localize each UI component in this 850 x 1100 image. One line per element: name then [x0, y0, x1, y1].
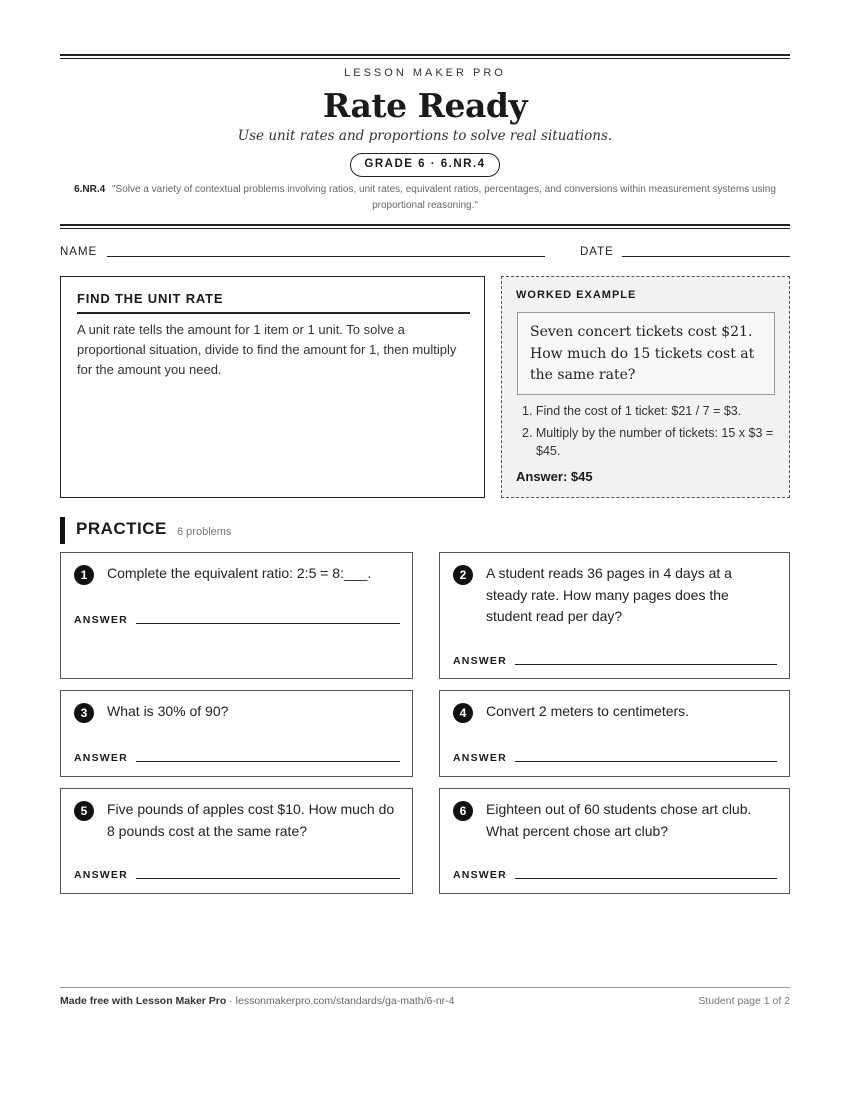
problem-card: [439, 690, 790, 777]
footer-rule: [60, 987, 790, 988]
problem-card: [60, 552, 413, 679]
standard-code: 6.NR.4: [74, 184, 106, 195]
unit-rate-panel: [60, 276, 485, 498]
practice-count: 6 problems: [177, 526, 232, 538]
unit-rate-text: A unit rate tells the amount for 1 item or 1 unit. To solve a proportional situation, divide to find the amount for 1, then multiply for the amount you need.: [77, 322, 457, 377]
header-bottom-rule: [60, 224, 790, 226]
page-title: Rate Ready: [322, 86, 528, 125]
answer-field[interactable]: [515, 664, 777, 665]
grade-badge: GRADE 6 · 6.NR.4: [350, 153, 500, 177]
page-subtitle: Use unit rates and proportions to solve real situations.: [237, 128, 613, 144]
problem-number-badge: 4: [453, 703, 473, 723]
problem-card: [439, 552, 790, 679]
footer-separator: ·: [226, 995, 236, 1007]
answer-label: ANSWER: [453, 869, 507, 881]
standard-description: [60, 182, 790, 214]
problem-text: Five pounds of apples cost $10. How much do 8 pounds cost at the same rate?: [107, 801, 395, 839]
footer-credit: [60, 995, 455, 1007]
problem-card: [60, 690, 413, 777]
footer-url-link[interactable]: lessonmakerpro.com/standards/ga-math/6-nr-4: [235, 995, 455, 1007]
date-label: DATE: [580, 246, 614, 258]
worked-example-steps: [516, 402, 778, 464]
worked-example-step: 2. Multiply by the number of tickets: 15 x $3 = $45.: [522, 426, 774, 458]
answer-field[interactable]: [136, 761, 400, 762]
answer-label: ANSWER: [453, 655, 507, 667]
answer-label: ANSWER: [74, 614, 128, 626]
answer-label: ANSWER: [453, 752, 507, 764]
problem-text: Complete the equivalent ratio: 2:5 = 8:___.: [107, 565, 372, 581]
header-top-rule: [60, 54, 790, 56]
answer-field[interactable]: [515, 761, 777, 762]
problem-number-badge: 5: [74, 801, 94, 821]
worked-example-label: WORKED EXAMPLE: [516, 289, 637, 301]
answer-field[interactable]: [136, 623, 400, 624]
name-field[interactable]: [107, 256, 545, 257]
brand-label: LESSON MAKER PRO: [344, 67, 506, 79]
problem-number-badge: 6: [453, 801, 473, 821]
problem-number-badge: 1: [74, 565, 94, 585]
worked-example-step: 1. Find the cost of 1 ticket: $21 / 7 = $3.: [522, 404, 742, 418]
answer-field[interactable]: [515, 878, 777, 879]
practice-accent-bar: [60, 517, 65, 544]
problem-text: Eighteen out of 60 students chose art club. What percent chose art club?: [486, 801, 752, 839]
problem-text: Convert 2 meters to centimeters.: [486, 703, 690, 719]
answer-label: ANSWER: [74, 869, 128, 881]
answer-field[interactable]: [136, 878, 400, 879]
footer-page-number: Student page 1 of 2: [698, 995, 790, 1007]
footer-made-with: Made free with Lesson Maker Pro: [60, 995, 227, 1007]
problem-number-badge: 2: [453, 565, 473, 585]
worked-example-panel: [501, 276, 790, 498]
unit-rate-heading: FIND THE UNIT RATE: [77, 291, 470, 314]
name-label: NAME: [60, 246, 98, 258]
problem-text: A student reads 36 pages in 4 days at a steady rate. How many pages does the student read per day?: [486, 565, 732, 624]
date-field[interactable]: [622, 256, 790, 257]
problem-number-badge: 3: [74, 703, 94, 723]
worked-example-problem: Seven concert tickets cost $21. How much do 15 tickets cost at the same rate?: [517, 312, 775, 395]
worked-example-answer: Answer: $45: [516, 469, 593, 484]
answer-label: ANSWER: [74, 752, 128, 764]
problem-text: What is 30% of 90?: [107, 703, 229, 719]
standard-text: "Solve a variety of contextual problems involving ratios, unit rates, equivalent ratios, percentages, and conversions within measurement systems using proportional reasoning.": [112, 184, 776, 211]
problem-card: [439, 788, 790, 894]
problem-card: [60, 788, 413, 894]
practice-heading: PRACTICE: [76, 519, 167, 538]
